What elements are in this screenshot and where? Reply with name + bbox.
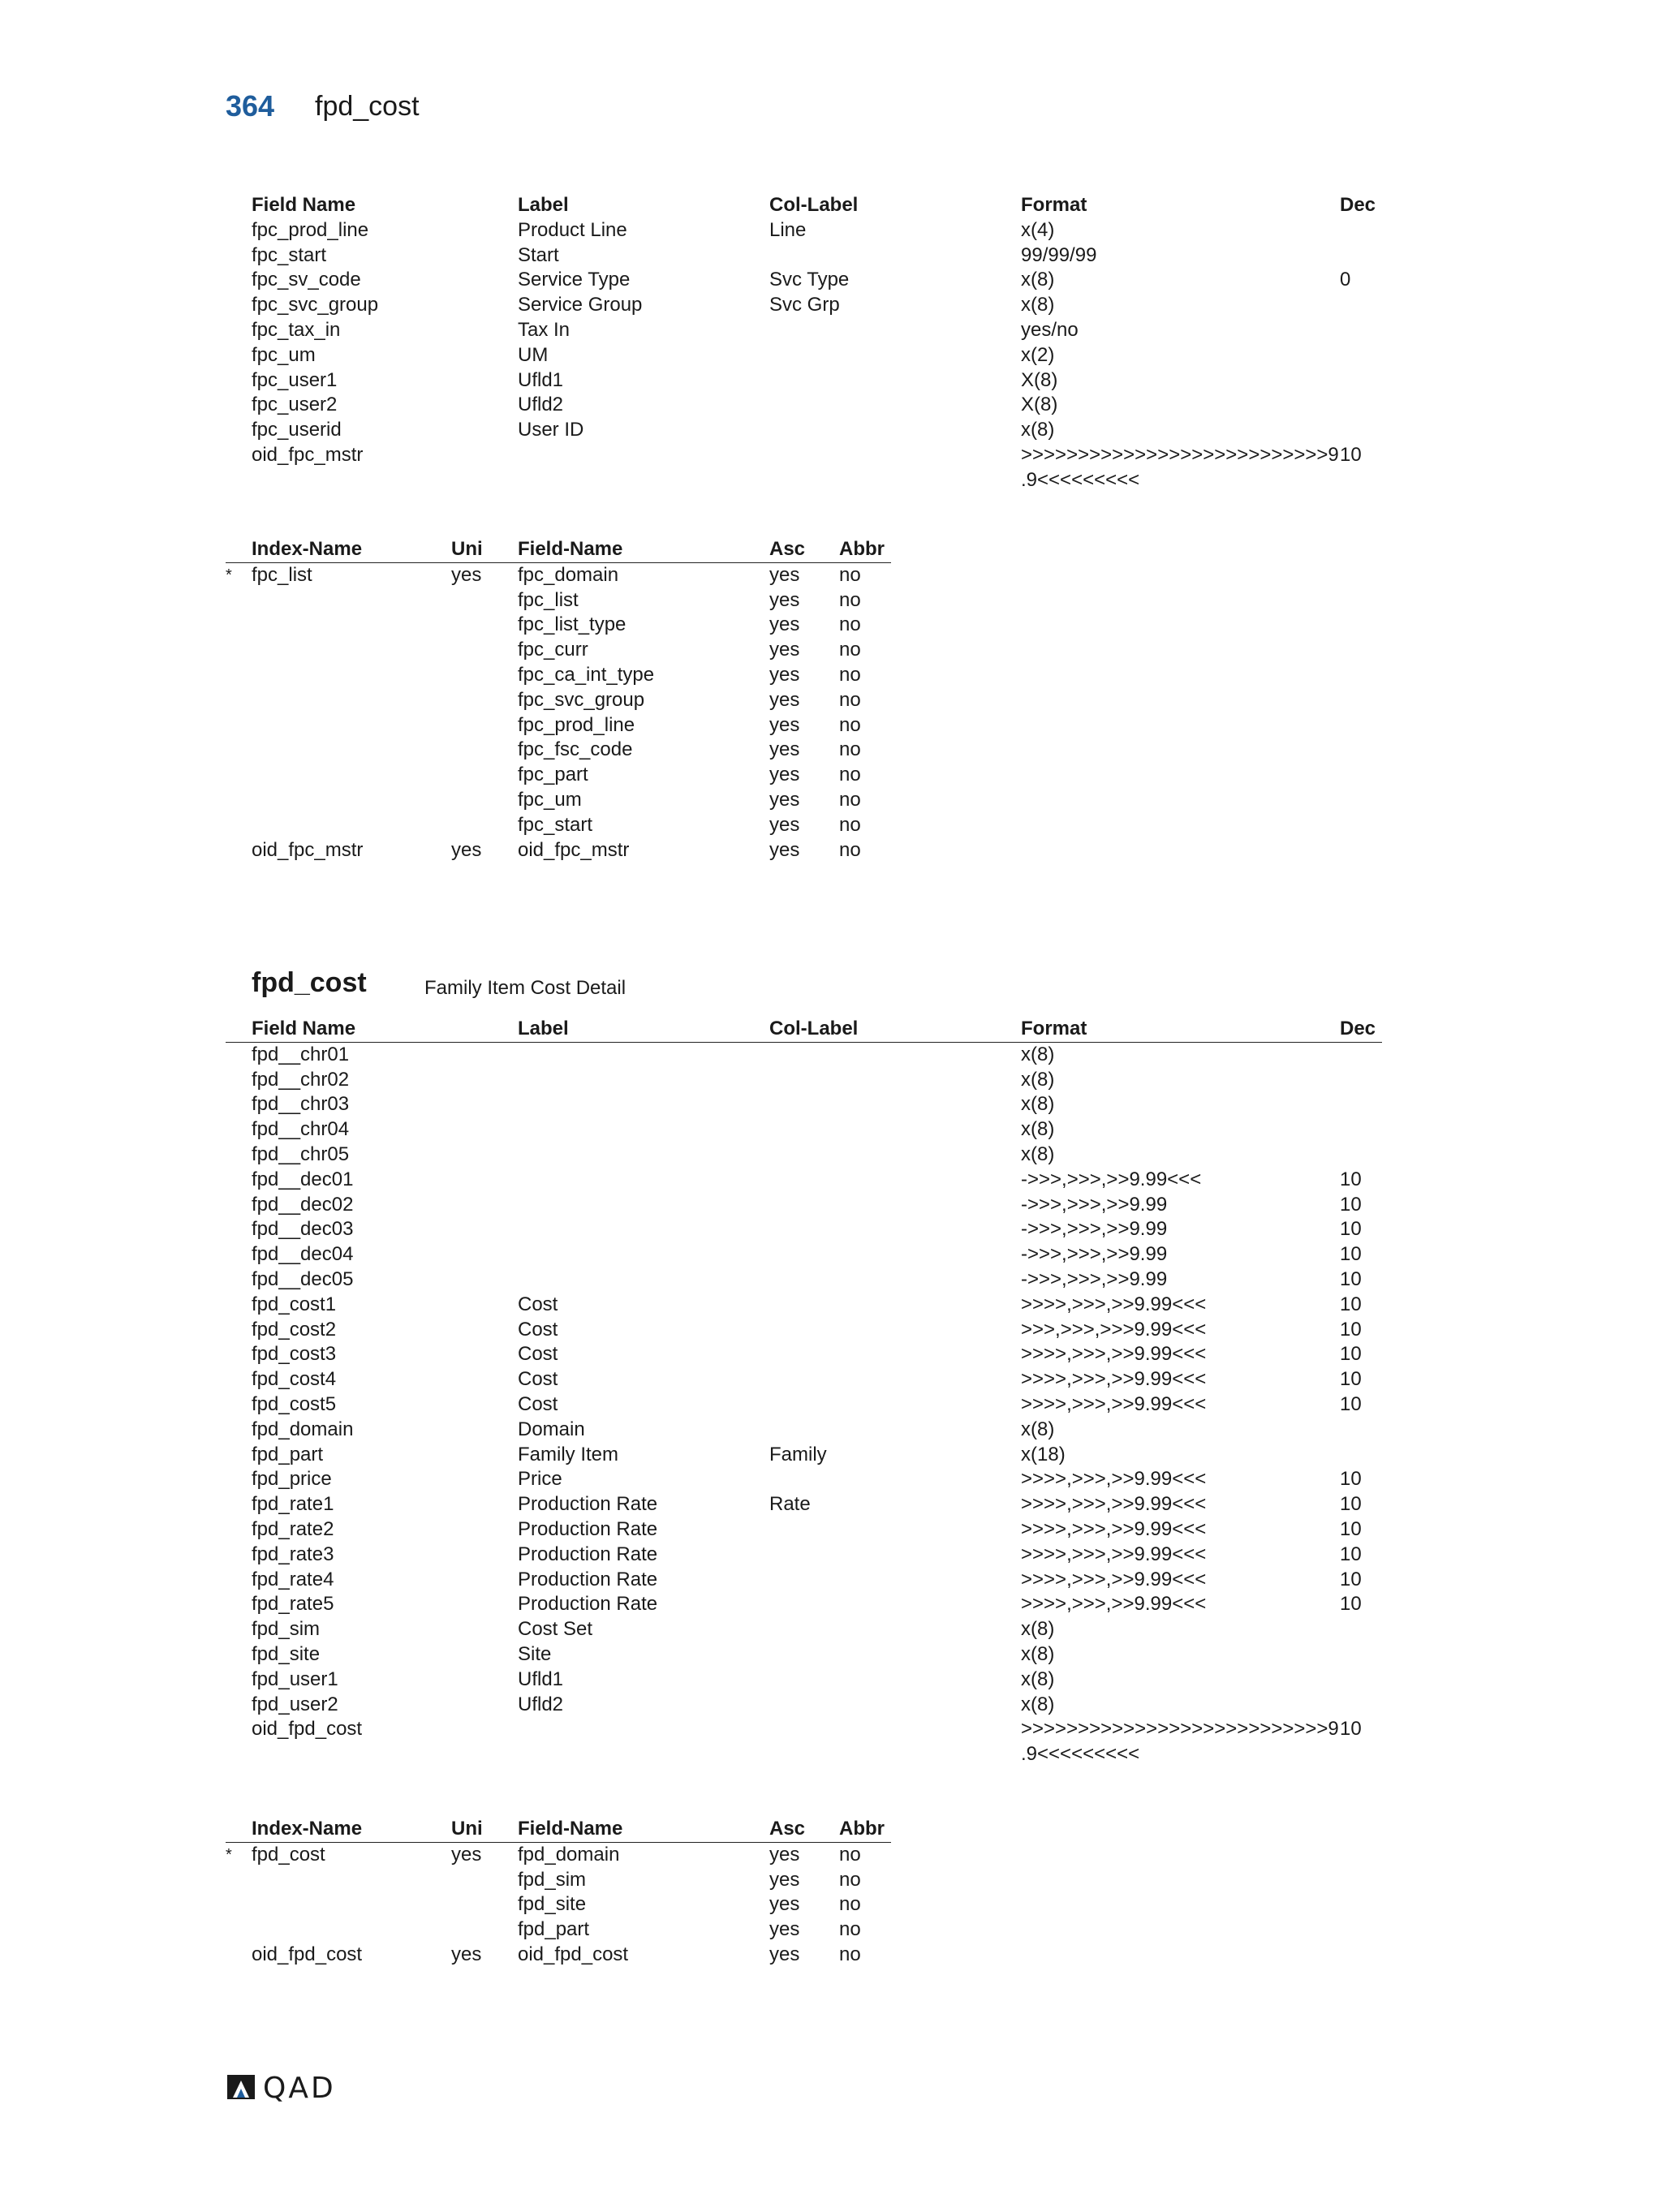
index-asc: yes (769, 1943, 800, 1965)
col-label-header: Col-Label (769, 194, 859, 216)
field-name: fpd__dec04 (252, 1243, 354, 1266)
field-label: Cost Set (518, 1618, 593, 1641)
field-label: Ufld2 (518, 1693, 564, 1715)
table-row (226, 1943, 891, 1968)
index-asc: yes (769, 738, 800, 761)
field-label: Site (518, 1642, 552, 1665)
field-name-header: Field Name (252, 194, 356, 216)
dec-header: Dec (1340, 1018, 1376, 1039)
field-name: fpc_start (252, 243, 327, 266)
index-field-name-header: Field-Name (518, 538, 623, 560)
field-format: yes/no (1021, 318, 1079, 341)
table-row (226, 613, 891, 638)
qad-logo-icon (226, 2073, 256, 2101)
field-format: x(8) (1021, 1043, 1055, 1065)
index-asc: yes (769, 813, 800, 836)
table-row (226, 1217, 1382, 1242)
field-format: x(8) (1021, 1693, 1055, 1715)
index-field-name: fpc_prod_line (518, 713, 635, 736)
field-format: >>>>,>>>,>>9.99<<< (1021, 1468, 1207, 1491)
index-field-name: fpc_svc_group (518, 688, 645, 711)
table-row (226, 243, 1382, 269)
field-format: X(8) (1021, 394, 1058, 416)
field-name: fpd__dec01 (252, 1168, 354, 1190)
index-field-name: fpc_list (518, 588, 579, 611)
field-name: fpd__dec03 (252, 1218, 354, 1241)
label-header: Label (518, 1018, 569, 1039)
field-format: >>>>>>>>>>>>>>>>>>>>>>>>>>>9 (1021, 443, 1339, 466)
section-heading (252, 967, 626, 999)
field-format: x(8) (1021, 1642, 1055, 1665)
index-asc: yes (769, 663, 800, 686)
table-row (226, 1592, 1382, 1617)
index-asc: yes (769, 563, 800, 586)
section-description: Family Item Cost Detail (424, 977, 626, 999)
field-name: fpd__dec05 (252, 1267, 354, 1290)
field-format: x(8) (1021, 1418, 1055, 1440)
index-abbr: no (839, 1868, 861, 1891)
field-table-header (226, 1017, 1382, 1043)
index-asc: yes (769, 639, 800, 661)
index-unique: yes (451, 1843, 482, 1866)
field-name: fpc_user2 (252, 394, 338, 416)
table-row (226, 1293, 1382, 1318)
format-header: Format (1021, 194, 1087, 216)
field-format: >>>>,>>>,>>9.99<<< (1021, 1568, 1207, 1590)
field-label: Product Line (518, 218, 627, 241)
field-label: Production Rate (518, 1568, 658, 1590)
field-name: fpd_rate3 (252, 1543, 334, 1565)
field-format: x(4) (1021, 218, 1055, 241)
field-label: Cost (518, 1293, 558, 1315)
index-unique: yes (451, 563, 482, 586)
index-abbr: no (839, 613, 861, 636)
table-row (226, 763, 891, 788)
field-format: >>>>,>>>,>>9.99<<< (1021, 1293, 1207, 1315)
field-name: fpd_price (252, 1468, 332, 1491)
field-dec: 10 (1340, 1468, 1362, 1491)
field-format: >>>,>>>,>>>9.99<<< (1021, 1318, 1207, 1341)
index-asc: yes (769, 1918, 800, 1941)
field-format: x(18) (1021, 1443, 1066, 1465)
fpc-index-table (226, 537, 891, 863)
index-field-name: oid_fpc_mstr (518, 838, 630, 861)
table-row (226, 638, 891, 663)
field-name: fpd_rate5 (252, 1593, 334, 1616)
col-label-header: Col-Label (769, 1018, 859, 1039)
field-name: fpc_sv_code (252, 269, 361, 291)
field-col-label: Family (769, 1443, 827, 1465)
field-format: x(2) (1021, 343, 1055, 366)
index-abbr: no (839, 1918, 861, 1941)
index-field-name: fpc_domain (518, 563, 619, 586)
index-asc: yes (769, 838, 800, 861)
field-label: Service Group (518, 294, 643, 316)
field-dec: 10 (1340, 1517, 1362, 1540)
field-format: >>>>,>>>,>>9.99<<< (1021, 1392, 1207, 1415)
table-row (226, 318, 1382, 343)
field-label: Cost (518, 1368, 558, 1391)
field-name-header: Field Name (252, 1018, 356, 1039)
table-row (226, 1717, 1382, 1767)
page-number: 364 (226, 89, 275, 123)
field-label: UM (518, 343, 549, 366)
field-name: fpd_user2 (252, 1693, 338, 1715)
field-format: x(8) (1021, 1143, 1055, 1165)
field-name: fpd_domain (252, 1418, 354, 1440)
fpc-field-table (226, 193, 1382, 493)
index-field-name: fpc_start (518, 813, 593, 836)
table-row (226, 1242, 1382, 1267)
field-dec: 10 (1340, 1193, 1362, 1216)
table-row (226, 1168, 1382, 1193)
index-field-name: oid_fpd_cost (518, 1943, 629, 1965)
field-label: Production Rate (518, 1593, 658, 1616)
field-format: x(8) (1021, 1093, 1055, 1116)
index-asc: yes (769, 588, 800, 611)
field-format: 99/99/99 (1021, 243, 1097, 266)
index-asc: yes (769, 788, 800, 811)
index-asc: yes (769, 713, 800, 736)
table-row (226, 1492, 1382, 1517)
index-field-name: fpc_um (518, 788, 582, 811)
table-row (226, 738, 891, 763)
field-dec: 10 (1340, 1543, 1362, 1565)
field-label: Domain (518, 1418, 585, 1440)
index-abbr: no (839, 1943, 861, 1965)
field-name: fpd_rate2 (252, 1517, 334, 1540)
table-row (226, 813, 891, 838)
field-dec: 10 (1340, 1168, 1362, 1190)
index-abbr: no (839, 764, 861, 786)
field-format: X(8) (1021, 368, 1058, 391)
table-row (226, 788, 891, 813)
table-row (226, 1143, 1382, 1168)
table-row (226, 588, 891, 613)
field-dec: 10 (1340, 1218, 1362, 1241)
table-row (226, 1517, 1382, 1543)
field-dec: 10 (1340, 1493, 1362, 1516)
table-row (226, 293, 1382, 318)
index-asc: yes (769, 1868, 800, 1891)
unique-header: Uni (451, 1818, 483, 1840)
field-label: Cost (518, 1318, 558, 1341)
field-dec: 10 (1340, 443, 1362, 466)
field-format: >>>>,>>>,>>9.99<<< (1021, 1517, 1207, 1540)
index-unique: yes (451, 838, 482, 861)
field-name: fpd_site (252, 1642, 321, 1665)
table-row (226, 1568, 1382, 1593)
field-dec: 10 (1340, 1593, 1362, 1616)
field-name: fpd_cost1 (252, 1293, 337, 1315)
field-dec: 10 (1340, 1293, 1362, 1315)
field-format-continued: .9<<<<<<<<< (1021, 468, 1140, 491)
field-label: Production Rate (518, 1543, 658, 1565)
table-row (226, 268, 1382, 293)
field-col-label: Svc Type (769, 269, 850, 291)
field-name: oid_fpc_mstr (252, 443, 364, 466)
abbr-header: Abbr (839, 538, 885, 560)
field-format: ->>>,>>>,>>9.99 (1021, 1193, 1168, 1216)
index-abbr: no (839, 639, 861, 661)
field-format: ->>>,>>>,>>9.99 (1021, 1267, 1168, 1290)
field-format: x(8) (1021, 419, 1055, 441)
field-name: fpd__chr04 (252, 1118, 350, 1141)
index-abbr: no (839, 838, 861, 861)
field-name: fpd__chr01 (252, 1043, 350, 1065)
index-abbr: no (839, 788, 861, 811)
field-name: fpd_cost5 (252, 1392, 337, 1415)
field-dec: 10 (1340, 1243, 1362, 1266)
field-label: User ID (518, 419, 584, 441)
field-name: fpd__chr02 (252, 1068, 350, 1091)
index-field-name: fpd_site (518, 1893, 587, 1916)
field-format: ->>>,>>>,>>9.99 (1021, 1218, 1168, 1241)
label-header: Label (518, 194, 569, 216)
field-name: fpd_cost4 (252, 1368, 337, 1391)
field-label: Ufld1 (518, 368, 564, 391)
index-field-name-header: Field-Name (518, 1818, 623, 1840)
field-name: fpc_userid (252, 419, 342, 441)
field-dec: 10 (1340, 1318, 1362, 1341)
abbr-header: Abbr (839, 1818, 885, 1840)
table-row (226, 1693, 1382, 1718)
index-abbr: no (839, 588, 861, 611)
index-abbr: no (839, 813, 861, 836)
table-row (226, 1642, 1382, 1668)
field-name: fpd__dec02 (252, 1193, 354, 1216)
qad-logo (226, 2072, 347, 2104)
table-row (226, 368, 1382, 394)
field-name: fpd_cost2 (252, 1318, 337, 1341)
field-format: x(8) (1021, 1118, 1055, 1141)
index-abbr: no (839, 563, 861, 586)
index-field-name: fpc_part (518, 764, 588, 786)
index-abbr: no (839, 663, 861, 686)
fpd-field-table (226, 1017, 1382, 1767)
format-header: Format (1021, 1018, 1087, 1039)
index-name: fpd_cost (252, 1843, 325, 1866)
field-name: fpd_rate4 (252, 1568, 334, 1590)
field-name: fpd_cost3 (252, 1343, 337, 1366)
field-label: Tax In (518, 318, 571, 341)
field-table-header (226, 193, 1382, 218)
field-format: >>>>,>>>,>>9.99<<< (1021, 1493, 1207, 1516)
table-row (226, 1043, 1382, 1068)
index-field-name: fpc_curr (518, 639, 588, 661)
index-asc: yes (769, 1843, 800, 1866)
field-name: fpd__chr03 (252, 1093, 350, 1116)
index-abbr: no (839, 1843, 861, 1866)
index-abbr: no (839, 688, 861, 711)
dec-header: Dec (1340, 194, 1376, 216)
field-name: oid_fpd_cost (252, 1718, 363, 1741)
table-row (226, 443, 1382, 493)
index-asc: yes (769, 1893, 800, 1916)
table-row (226, 1617, 1382, 1642)
index-field-name: fpc_fsc_code (518, 738, 633, 761)
field-label: Start (518, 243, 559, 266)
asc-header: Asc (769, 1818, 806, 1840)
field-dec: 10 (1340, 1392, 1362, 1415)
field-dec: 10 (1340, 1368, 1362, 1391)
fpd-index-table (226, 1817, 891, 1968)
table-row (226, 1443, 1382, 1468)
field-name: fpd_user1 (252, 1668, 338, 1690)
field-name: fpc_user1 (252, 368, 338, 391)
index-name: oid_fpc_mstr (252, 838, 364, 861)
field-format-continued: .9<<<<<<<<< (1021, 1743, 1140, 1766)
field-format: x(8) (1021, 1618, 1055, 1641)
field-format: x(8) (1021, 1068, 1055, 1091)
field-name: fpd_sim (252, 1618, 321, 1641)
index-asc: yes (769, 764, 800, 786)
index-abbr: no (839, 738, 861, 761)
unique-header: Uni (451, 538, 483, 560)
page-title: fpd_cost (315, 91, 420, 122)
index-name: oid_fpd_cost (252, 1943, 363, 1965)
table-row (226, 1092, 1382, 1117)
table-row (226, 1367, 1382, 1392)
field-col-label: Rate (769, 1493, 811, 1516)
table-row (226, 1467, 1382, 1492)
field-label: Family Item (518, 1443, 619, 1465)
field-format: >>>>,>>>,>>9.99<<< (1021, 1343, 1207, 1366)
table-row (226, 713, 891, 738)
field-label: Ufld2 (518, 394, 564, 416)
field-label: Production Rate (518, 1517, 658, 1540)
table-row (226, 343, 1382, 368)
index-field-name: fpd_sim (518, 1868, 587, 1891)
field-name: fpc_svc_group (252, 294, 379, 316)
asc-header: Asc (769, 538, 806, 560)
table-row (226, 1068, 1382, 1093)
table-row (226, 1318, 1382, 1343)
field-label: Cost (518, 1392, 558, 1415)
table-row (226, 688, 891, 713)
index-name-header: Index-Name (252, 1818, 363, 1840)
field-dec: 10 (1340, 1343, 1362, 1366)
field-label: Cost (518, 1343, 558, 1366)
table-row (226, 1543, 1382, 1568)
section-name: fpd_cost (252, 967, 367, 998)
index-field-name: fpd_domain (518, 1843, 620, 1866)
table-row (226, 1342, 1382, 1367)
table-row (226, 838, 891, 863)
table-row (226, 1917, 891, 1943)
primary-index-marker: * (226, 566, 232, 584)
field-format: >>>>,>>>,>>9.99<<< (1021, 1593, 1207, 1616)
table-row (226, 1392, 1382, 1418)
index-name: fpc_list (252, 563, 312, 586)
field-name: fpd_part (252, 1443, 324, 1465)
table-row (226, 1892, 891, 1917)
index-abbr: no (839, 1893, 861, 1916)
field-label: Production Rate (518, 1493, 658, 1516)
index-abbr: no (839, 713, 861, 736)
table-row (226, 1668, 1382, 1693)
qad-logo-text: QAD (263, 2072, 336, 2105)
field-format: x(8) (1021, 1668, 1055, 1690)
field-name: fpd_rate1 (252, 1493, 334, 1516)
table-row (226, 393, 1382, 418)
field-dec: 10 (1340, 1718, 1362, 1741)
field-label: Ufld1 (518, 1668, 564, 1690)
field-name: fpc_um (252, 343, 316, 366)
field-format: >>>>>>>>>>>>>>>>>>>>>>>>>>>9 (1021, 1718, 1339, 1741)
table-row (226, 218, 1382, 243)
field-col-label: Line (769, 218, 807, 241)
table-row (226, 663, 891, 688)
index-asc: yes (769, 613, 800, 636)
index-asc: yes (769, 688, 800, 711)
field-format: ->>>,>>>,>>9.99 (1021, 1243, 1168, 1266)
field-format: ->>>,>>>,>>9.99<<< (1021, 1168, 1202, 1190)
field-format: >>>>,>>>,>>9.99<<< (1021, 1368, 1207, 1391)
field-name: fpc_tax_in (252, 318, 341, 341)
index-table-header (226, 537, 891, 563)
table-row (226, 418, 1382, 443)
index-name-header: Index-Name (252, 538, 363, 560)
field-name: fpd__chr05 (252, 1143, 350, 1165)
field-format: >>>>,>>>,>>9.99<<< (1021, 1543, 1207, 1565)
table-row (226, 1868, 891, 1893)
index-field-name: fpc_list_type (518, 613, 626, 636)
table-row (226, 1267, 1382, 1293)
index-table-header (226, 1817, 891, 1843)
table-row (226, 1193, 1382, 1218)
field-name: fpc_prod_line (252, 218, 369, 241)
field-dec: 10 (1340, 1568, 1362, 1590)
table-row (226, 1843, 891, 1868)
field-format: x(8) (1021, 269, 1055, 291)
index-unique: yes (451, 1943, 482, 1965)
table-row (226, 1418, 1382, 1443)
index-field-name: fpd_part (518, 1918, 590, 1941)
table-row (226, 563, 891, 588)
field-dec: 10 (1340, 1267, 1362, 1290)
primary-index-marker: * (226, 1845, 232, 1864)
field-format: x(8) (1021, 294, 1055, 316)
field-label: Service Type (518, 269, 631, 291)
field-col-label: Svc Grp (769, 294, 840, 316)
table-row (226, 1117, 1382, 1143)
field-dec: 0 (1340, 269, 1351, 291)
index-field-name: fpc_ca_int_type (518, 663, 655, 686)
field-label: Price (518, 1468, 562, 1491)
